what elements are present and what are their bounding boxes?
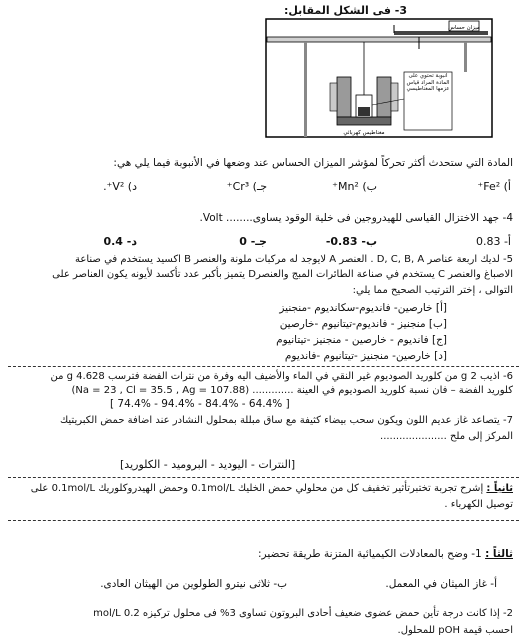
q3-option-b: ب) Mn²⁺ [332, 180, 377, 193]
second-heading: ثانياً : [486, 483, 513, 494]
third-q2-line-1: 2- إذا كانت درجة تأين حمض عضوى ضعيف أحادى البروتون تساوى 3% فى محلول تركيزه 0.2 mol/L [93, 608, 513, 619]
magnet-label: مغناطيس كهربائي [343, 130, 385, 136]
q5-option-a: [أ] خارصين- فانديوم-سكانديوم -منجنيز [279, 302, 447, 314]
q5-option-b: [ب] منجنيز - فانديوم-تيتانيوم -خارصين [279, 318, 447, 330]
q6-line-1: 6- اذيب g 2 من كلوريد الصوديوم غير النقي في الماء والأضيف اليه وفرة من نترات الفضة فترسب g 4.628 من [50, 371, 513, 382]
q5-option-d: [د] خارصين- منجنيز -تيتانيوم -فانديوم [284, 350, 447, 362]
third-q2-line-2: احسب قيمة pOH للمحلول. [397, 625, 513, 636]
divider-3 [8, 520, 519, 521]
q4-option-a: أ- 0.83 [475, 235, 511, 248]
q6-line-2: كلوريد الفضة – فان نسبة كلوريد الصوديوم في العينة ............. (Na = 23 , Cl = 35.5 , Ag = 107.88) [71, 385, 513, 396]
q5-line-1: 5- لديك اربعة عناصر D, C, B, A . العنصر A لايوجد له مركبات ملونة والعنصر B اكسيد يستخدم في صناعة [75, 254, 513, 265]
q5-option-c: [ج] فانديوم - خارصين - منجنيز -تيتانيوم [276, 334, 447, 346]
q4-option-d: د- 0.4 [103, 235, 137, 248]
second-text-2: توصيل الكهرباء . [444, 499, 513, 510]
q4-text: 4- جهد الاختزال القياسى للهيدروجين فى خلية الوقود يساوى........ Volt. [199, 212, 513, 224]
third-q1: 1- وضح بالمعادلات الكيميائية المتزنة طريقة تحضير: [258, 548, 482, 560]
q7-line-2: المركز إلى ملح ..................... [380, 431, 513, 442]
third-q1b: ب- ثلاثى نيترو الطولوين من الهيثان العادى. [100, 578, 287, 590]
balance-label: ميزان حساس [448, 25, 480, 31]
q3-title: 3- فى الشكل المقابل: [283, 4, 407, 17]
second-text-1: إشرح تجربة تختبرتأثير تخفيف كل من محلولي حمض الخليك 0.1mol/L وحمض الهيدروكلوريك 0.1mol/L على [30, 483, 484, 494]
q3-question: المادة التي ستحدث أكثر تحركاً لمؤشر الميزان الحساس عند وضعها في الأنبوبة فيما يلي هي: [113, 157, 513, 169]
q3-option-d: د) V²⁺. [103, 180, 137, 193]
q4-option-c: جـ- 0 [239, 235, 267, 248]
q7-options: [النترات - اليوديد - البروميد - الكلوريد] [120, 458, 296, 471]
q6-options: [ 74.4% - 94.4% - 84.4% - 64.4% ] [110, 398, 290, 410]
divider-1 [8, 366, 519, 367]
third-q1a: أ- غاز الميثان في المعمل. [385, 578, 497, 590]
q5-line-2: الاصباغ والعنصر C يستخدم في صناعة الطائرات المبج والعنصرD يتميز بأكبر عدد تأكسد لأيونه يكون العناصر على [52, 269, 513, 280]
tube-label: أنبوبة تحتوي على المادة المراد قياس عزمها المغناطيسي [406, 73, 450, 92]
third-heading: ثالثاً : [485, 548, 513, 560]
q3-option-c: جـ) Cr³⁺ [226, 180, 267, 193]
q4-option-b: ب- 0.83- [325, 235, 377, 248]
q3-option-a: أ) Fe²⁺ [477, 180, 511, 193]
magnetic-balance-diagram [264, 17, 494, 152]
q5-line-3: التوالى ، إختر الترتيب الصحيح مما يلي: [352, 285, 513, 296]
q7-line-1: 7- يتصاعد غاز عديم اللون ويكون سحب بيضاء كثيفة مع ساق مبللة بمحلول النشادر عند اضافة حمض الكبريتيك [59, 415, 513, 426]
divider-2 [8, 477, 519, 478]
